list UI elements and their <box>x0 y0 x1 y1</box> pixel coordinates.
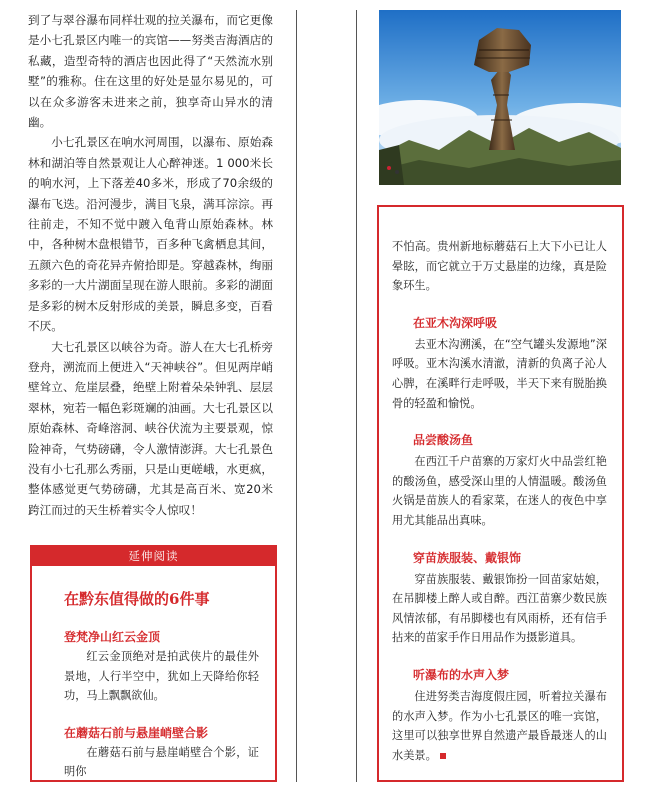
section-text-content: 住进努类吉海度假庄园，听着拉关瀑布的水声入梦。作为小七孔景区的唯一宾馆，这里可以独享世界自然遗产最昏最迷人的山水美景。 <box>392 689 607 762</box>
section-title: 品尝酸汤鱼 <box>413 433 474 448</box>
section-title: 在亚木沟深呼吸 <box>413 315 498 330</box>
section-text: 红云金顶绝对是拍武侠片的最佳外景地，人行半空中，犹如上天降给你轻功，马上飘飘欲仙。 <box>64 650 259 703</box>
extended-reading-continuation-box <box>377 205 624 782</box>
column-divider <box>296 10 297 782</box>
column-divider <box>356 10 357 782</box>
article-paragraph: 小七孔景区在响水河周围，以瀑布、原始森林和湖泊等自然景观让人心醉神迷。1 000米长的响水河，上下落差40多米，形成了70余级的瀑布飞迭。沿河漫步，满目飞泉，满耳淙淙。再往前走，不知不觉中踱入龟背山原始森林。林中，各种树木盘根错节，百多种飞禽栖息其间，五颜六色的奇花异卉俯拾即是。穿越森林，绚丽多彩的一大片湖面呈现在游人眼前。多彩的湖面是多彩的树木反射形成的美景，瞬息多变，百看不厌。 <box>28 135 273 334</box>
section-text <box>392 687 607 765</box>
article-paragraph: 到了与翠谷瀑布同样壮观的拉关瀑布，而它更像是小七孔景区内唯一的宾馆——努类吉海酒店的私藏，造型奇特的酒店也因此得了“天然流水别墅”的雅称。住在这里的好处是显尔易见的，可以在众多游客未进来之前，独享奇山异水的清幽。 <box>28 13 273 130</box>
section-title: 穿苗族服装、戴银饰 <box>413 550 522 565</box>
section-text: 在西江千户苗寨的万家灯火中品尝红艳的酸汤鱼，感受深山里的人情温暖。酸汤鱼火锅是苗族人的看家菜，在迷人的夜色中享用尤其能品出真味。 <box>392 455 607 527</box>
extended-reading-title: 在黔东值得做的6件事 <box>64 590 210 608</box>
end-mark-icon <box>440 753 446 759</box>
extended-reading-body <box>32 566 275 782</box>
article-paragraph: 大七孔景区以峡谷为奇。游人在大七孔桥旁登舟，溯流而上便进入“天神峡谷”。但见两岸峭壁耸立、危崖层叠，绝壁上附着朵朵钟乳、层层翠林，宛若一幅色彩斑斓的油画。大七孔景区以原始森林、奇峰溶洞、峡谷伏流为主要景观，惊险神奇，气势磅礴，令人激情澎湃。大七孔景色没有小七孔那么秀丽，只是山更嵯峨，水更疯，整体感觉更气势磅礴，尤其是高百米、宽20米跨江而过的天生桥着实令人惊叹！ <box>28 339 273 517</box>
mushroom-rock-photo <box>379 10 621 185</box>
section-title: 在蘑菇石前与悬崖峭壁合影 <box>64 725 209 740</box>
extended-reading-header: 延伸阅读 <box>32 547 275 566</box>
extended-reading-box <box>30 545 277 782</box>
section-title: 登梵净山红云金顶 <box>64 630 161 644</box>
article-body-left <box>28 10 273 520</box>
continuation-text: 不怕高。贵州新地标蘑菇石上大下小已让人晕眩，而它就立于万丈悬崖的边缘，真是险象环生。 <box>392 240 607 293</box>
section-text: 在蘑菇石前与悬崖峭壁合个影，证明你 <box>64 745 259 779</box>
section-title: 听瀑布的水声入梦 <box>413 667 510 682</box>
section-text: 穿苗族服装、戴银饰扮一回苗家姑娘，在吊脚楼上醉人或自醉。西江苗寨少数民族风情浓郁，有吊脚楼也有风雨桥，还有信手拈来的苗家手作日用品作为摄影道具。 <box>392 572 607 645</box>
section-text: 去亚木沟溯溪，在“空气罐头发源地”深呼吸。亚木沟溪水清澈，清新的负离子沁人心脾，在溪畔行走呼吸，半天下来有脱胎换骨的轻盈和愉悦。 <box>392 337 607 410</box>
continuation-body <box>379 207 622 765</box>
